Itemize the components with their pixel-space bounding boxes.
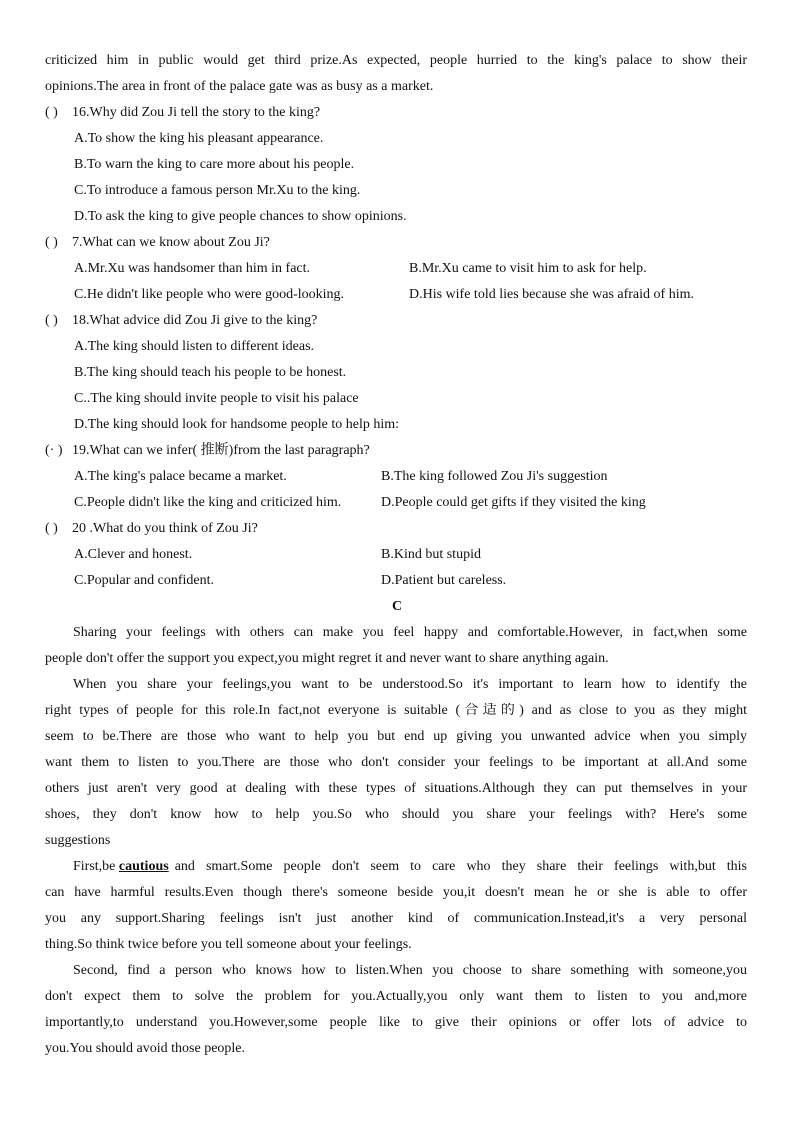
para3-start: First,be: [73, 859, 116, 874]
answer-blank[interactable]: ( ): [45, 235, 58, 250]
option-d: D.To ask the king to give people chances to show opinions.: [74, 209, 407, 224]
para3-line-3: you any support.Sharing feelings isn't just another kind of communication.Instead,it's a very personal: [45, 911, 747, 926]
option-b: B.To warn the king to care more about his people.: [74, 157, 355, 172]
para3-line-4: thing.So think twice before you tell someone about your feelings.: [45, 937, 412, 952]
option-a: A.To show the king his pleasant appearance.: [74, 131, 324, 146]
option-a: A.The king's palace became a market.: [74, 469, 287, 484]
para3-line-2: can have harmful results.Even though there's someone beside you,it doesn't mean he or she is able to offer: [45, 885, 747, 900]
para4-line-4: you.You should avoid those people.: [45, 1041, 246, 1056]
answer-blank[interactable]: (· ): [45, 443, 63, 458]
passage-b-line-2: opinions.The area in front of the palace gate was as busy as a market.: [45, 79, 434, 94]
question-stem: 20 .What do you think of Zou Ji?: [72, 521, 258, 536]
question-stem: 7.What can we know about Zou Ji?: [72, 235, 270, 250]
para4-line-3: importantly,to understand you.However,some people like to give their opinions or offer lots of advice to: [45, 1015, 747, 1030]
para3-line-1: [73, 859, 747, 875]
para2-line-2: right types of people for this role.In fact,not everyone is suitable (合适的) and as close to you as they might: [45, 703, 747, 718]
para2-line-4: want them to listen to you.There are those who don't consider your feelings to be important at all.And some: [45, 755, 747, 770]
para1-line-2: people don't offer the support you expect,you might regret it and never want to share anything again.: [45, 651, 609, 666]
option-c: C.Popular and confident.: [74, 573, 214, 588]
option-a: A.Mr.Xu was handsomer than him in fact.: [74, 261, 311, 276]
question-stem: 19.What can we infer( 推断)from the last paragraph?: [72, 443, 370, 458]
para3-rest: and smart.Some people don't seem to care who they share their feelings with,but this: [174, 859, 747, 874]
option-d: D.Patient but careless.: [381, 573, 507, 588]
para2-line-6: shoes, they don't know how to help you.So who should you share your feelings with? Here's some: [45, 807, 747, 822]
option-a: A.The king should listen to different ideas.: [74, 339, 315, 354]
option-d: D.His wife told lies because she was afraid of him.: [409, 287, 694, 302]
para1-line-1: Sharing your feelings with others can make you feel happy and comfortable.However, in fact,when some: [73, 625, 747, 640]
para2-line-3: seem to be.There are those who want to help you but end up giving you unwanted advice when you simply: [45, 729, 747, 744]
answer-blank[interactable]: ( ): [45, 313, 58, 328]
option-d: D.The king should look for handsome people to help him:: [74, 417, 400, 432]
passage-b-line-1: criticized him in public would get third prize.As expected, people hurried to the king's palace to show their: [45, 53, 747, 68]
question-stem: 18.What advice did Zou Ji give to the king?: [72, 313, 318, 328]
para2-line-5: others just aren't very good at dealing with these types of situations.Although they can put themselves in your: [45, 781, 747, 796]
question-stem: 16.Why did Zou Ji tell the story to the king?: [72, 105, 321, 120]
option-c: C.To introduce a famous person Mr.Xu to the king.: [74, 183, 361, 198]
option-a: A.Clever and honest.: [74, 547, 193, 562]
option-c: C..The king should invite people to visit his palace: [74, 391, 359, 406]
para4-line-2: don't expect them to solve the problem for you.Actually,you only want them to listen to you and,more: [45, 989, 747, 1004]
option-b: B.Mr.Xu came to visit him to ask for help.: [409, 261, 647, 276]
para4-line-1: Second, find a person who knows how to listen.When you choose to share something with someone,you: [73, 963, 747, 978]
option-b: B.Kind but stupid: [381, 547, 481, 562]
section-heading: C: [391, 599, 403, 614]
para2-line-1: When you share your feelings,you want to be understood.So it's important to learn how to identify the: [73, 677, 747, 692]
option-c: C.People didn't like the king and criticized him.: [74, 495, 342, 510]
option-b: B.The king should teach his people to be honest.: [74, 365, 347, 380]
option-d: D.People could get gifts if they visited the king: [381, 495, 646, 510]
option-c: C.He didn't like people who were good-looking.: [74, 287, 345, 302]
para2-line-7: suggestions: [45, 833, 111, 848]
answer-blank[interactable]: ( ): [45, 521, 58, 536]
keyword-cautious: cautious: [118, 859, 169, 874]
option-b: B.The king followed Zou Ji's suggestion: [381, 469, 608, 484]
answer-blank[interactable]: ( ): [45, 105, 58, 120]
